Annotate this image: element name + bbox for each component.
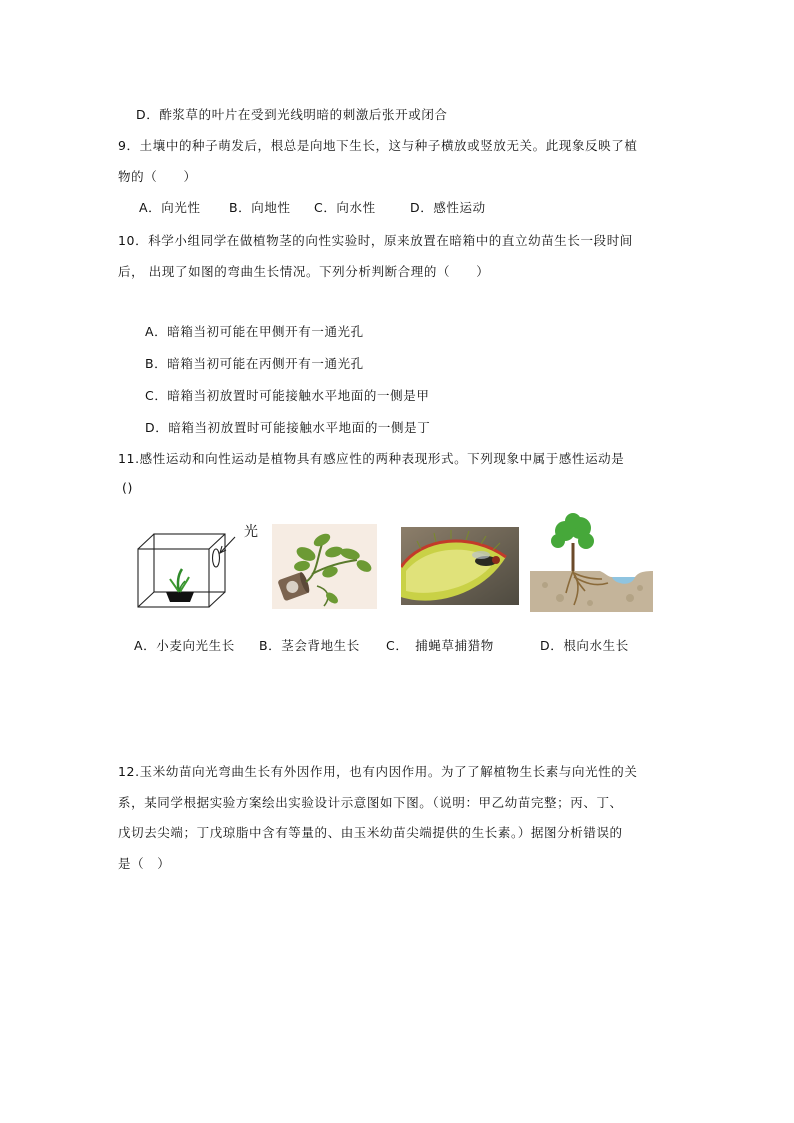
- image-wheat-phototropism: [134, 517, 262, 613]
- q11-caption-a: A．小麦向光生长: [134, 638, 235, 653]
- q9-option-a: A．向光性: [139, 200, 201, 215]
- q9-option-c: C．向水性: [314, 200, 376, 215]
- image-venus-flytrap: [401, 527, 519, 605]
- q10-stem-line2: 后， 出现了如图的弯曲生长情况。下列分析判断合理的（ ）: [118, 264, 490, 279]
- q9-option-b: B．向地性: [229, 200, 291, 215]
- q10-option-d: D．暗箱当初放置时可能接触水平地面的一侧是丁: [145, 420, 431, 435]
- q11-caption-b: B．茎会背地生长: [259, 638, 360, 653]
- light-label: 光: [244, 524, 259, 540]
- image-root-hydrotropism: [530, 513, 653, 612]
- q9-stem-line2: 物的（ ）: [118, 169, 197, 184]
- q12-stem-line4: 是（ ）: [118, 856, 171, 871]
- q11-stem-line2: (): [122, 480, 133, 495]
- q10-option-a: A．暗箱当初可能在甲侧开有一通光孔: [145, 324, 364, 339]
- q12-stem-line2: 系，某同学根据实验方案绘出实验设计示意图如下图。（说明：甲乙幼苗完整；丙、丁、: [118, 795, 623, 810]
- q12-stem-line1: 12.玉米幼苗向光弯曲生长有外因作用，也有内因作用。为了了解植物生长素与向光性的关: [118, 764, 638, 779]
- q10-option-b: B．暗箱当初可能在丙侧开有一通光孔: [145, 356, 364, 371]
- q11-caption-d: D．根向水生长: [540, 638, 629, 653]
- q10-stem-line1: 10．科学小组同学在做植物茎的向性实验时，原来放置在暗箱中的直立幼苗生长一段时间: [118, 233, 633, 248]
- image-stem-negative-geotropism: [272, 524, 377, 609]
- q10-option-c: C．暗箱当初放置时可能接触水平地面的一侧是甲: [145, 388, 430, 403]
- q11-stem-line1: 11.感性运动和向性运动是植物具有感应性的两种表现形式。下列现象中属于感性运动是: [118, 451, 625, 466]
- q9-option-d: D．感性运动: [410, 200, 486, 215]
- q12-stem-line3: 戊切去尖端；丁戊琼脂中含有等量的、由玉米幼苗尖端提供的生长素。）据图分析错误的: [118, 825, 623, 840]
- q11-caption-c: C． 捕蝇草捕猎物: [386, 638, 494, 653]
- q8-option-d: D．酢浆草的叶片在受到光线明暗的刺激后张开或闭合: [136, 107, 448, 122]
- q9-stem-line1: 9．土壤中的种子萌发后，根总是向地下生长，这与种子横放或竖放无关。此现象反映了植: [118, 138, 638, 153]
